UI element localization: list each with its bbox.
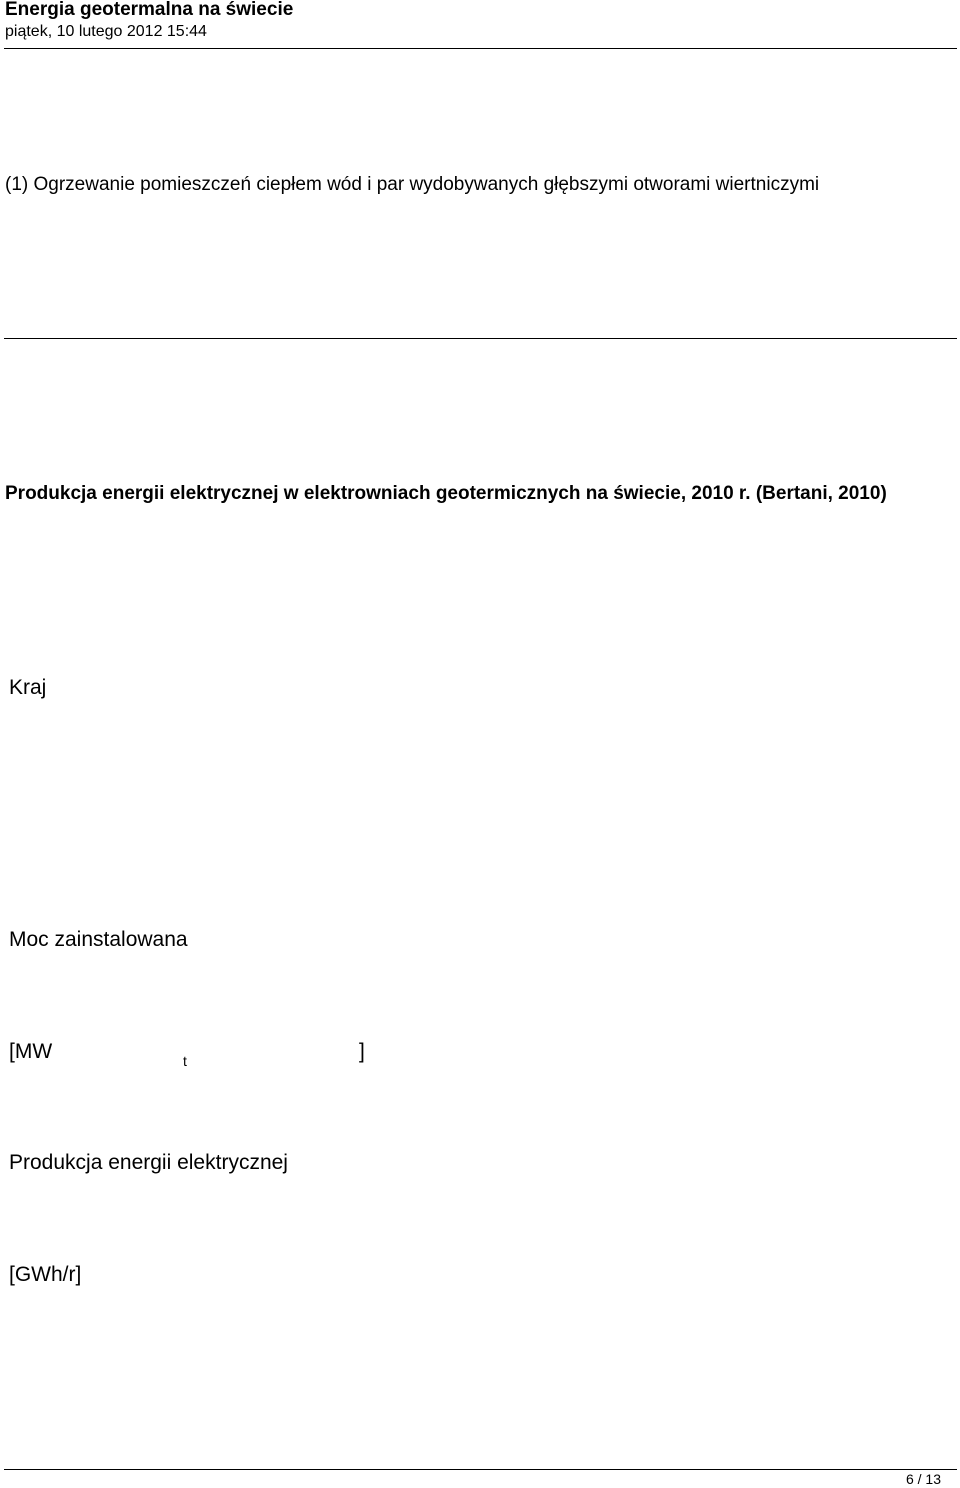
unit-open: [MW <box>9 1040 53 1063</box>
page-number: 6 / 13 <box>905 1471 941 1487</box>
page-date: piątek, 10 lutego 2012 15:44 <box>5 23 207 40</box>
column-header-electricity-production: Produkcja energii elektrycznej <box>9 1151 288 1174</box>
header-divider <box>4 48 957 49</box>
unit-subscript: t <box>183 1053 187 1069</box>
column-header-installed-power: Moc zainstalowana <box>9 928 188 951</box>
footnote-text: (1) Ogrzewanie pomieszczeń ciepłem wód i par wydobywanych głębszymi otworami wiertniczymi <box>5 174 820 195</box>
page-title: Energia geotermalna na świecie <box>5 0 294 20</box>
column-header-country: Kraj <box>9 676 47 699</box>
column-unit-electricity-production: [GWh/r] <box>9 1263 82 1286</box>
unit-close: ] <box>359 1040 365 1063</box>
section-divider <box>4 338 957 339</box>
column-unit-installed-power <box>9 1039 379 1069</box>
footer-divider <box>4 1469 957 1470</box>
section-title: Produkcja energii elektrycznej w elektrowniach geotermicznych na świecie, 2010 r. (Bertani, 2010) <box>5 483 887 504</box>
